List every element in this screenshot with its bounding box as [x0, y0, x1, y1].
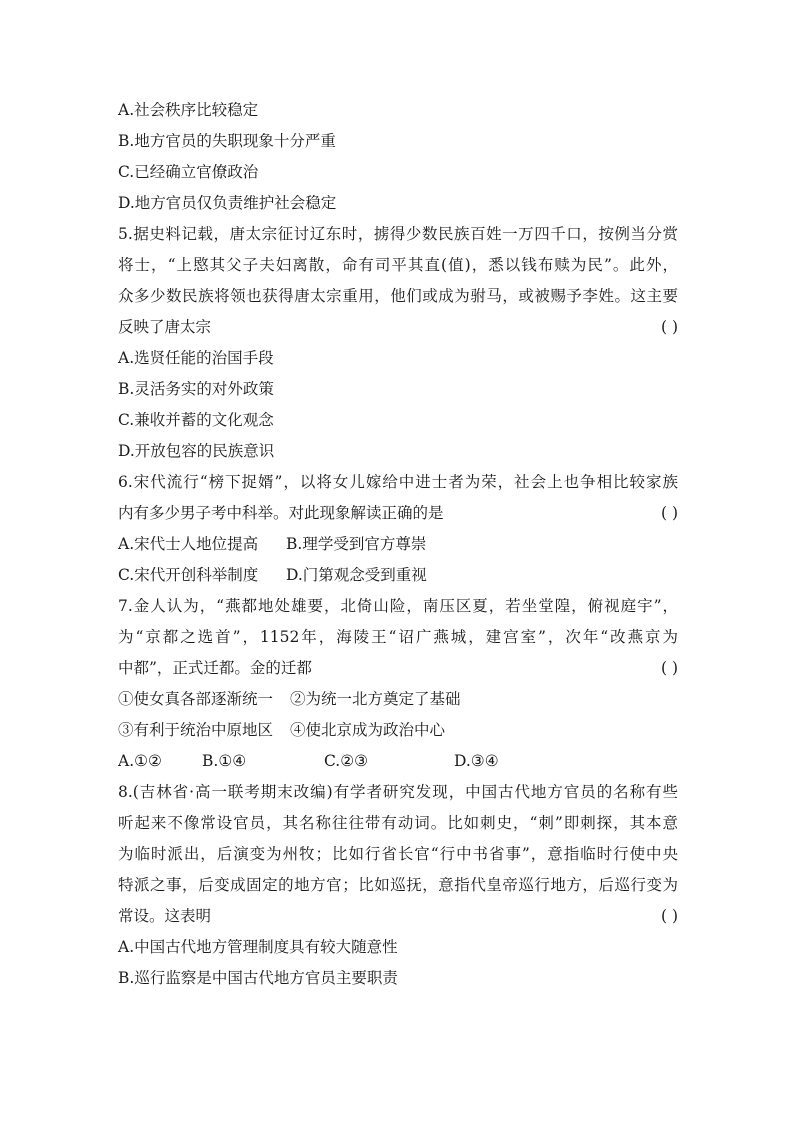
q7-items-row: [118, 715, 678, 746]
q8-stem-line: 特派之事，后变成固定的地方官；比如巡抚，意指代皇帝巡行地方，后巡行变为: [118, 876, 678, 894]
q8-stem-last-line: [118, 901, 678, 932]
q5-option-a: A.选贤任能的治国手段: [118, 349, 274, 367]
q4-option-b: B.地方官员的失职现象十分严重: [118, 132, 336, 150]
q6-option-c: C.宋代开创科举制度: [118, 566, 259, 584]
q7-option-c: C.②③: [324, 752, 369, 770]
q7-options-row: [118, 746, 678, 777]
q5-option-d: D.开放包容的民族意识: [118, 442, 275, 460]
q7-stem-line: 为“京都之选首”，1152年，海陵王“诏广燕城，建宫室”，次年“改燕京为: [118, 628, 678, 646]
q4-option-d: D.地方官员仅负责维护社会稳定: [118, 194, 337, 212]
q6-option-a: A.宋代士人地位提高: [118, 535, 259, 553]
q7-option-d: D.③④: [454, 752, 499, 770]
q8-stem-line: 听起来不像常设官员，其名称往往带有动词。比如刺史，“刺”即刺探，其本意: [118, 814, 678, 832]
q7-stem-line: 7.金人认为，“燕都地处雄要，北倚山险，南压区夏，若坐堂隍，俯视庭宇”，: [118, 597, 678, 615]
q6-option-b: B.理学受到官方尊崇: [286, 535, 427, 553]
q6-stem-line: 6.宋代流行“榜下捉婿”，以将女儿嫁给中进士者为荣，社会上也争相比较家族: [118, 473, 678, 491]
q6-options-row: [118, 560, 678, 591]
q5-answer-paren: ( ): [660, 318, 678, 336]
q8-stem-line: 8.(吉林省·高一联考期末改编)有学者研究发现，中国古代地方官员的名称有些: [118, 783, 678, 801]
q7-answer-paren: ( ): [660, 659, 678, 677]
q8-option-b: B.巡行监察是中国古代地方官员主要职责: [118, 969, 398, 987]
q7-stem-line: 中都”，正式迁都。金的迁都: [118, 659, 312, 677]
q5-option-b: B.灵活务实的对外政策: [118, 380, 274, 398]
q5-stem-line: 将士，“上愍其父子夫妇离散，命有司平其直(值)，悉以钱布赎为民”。此外，: [118, 256, 678, 274]
q7-item-1: ①使女真各部逐渐统一: [118, 690, 274, 708]
q7-items-row: [118, 684, 678, 715]
q6-options-row: [118, 529, 678, 560]
q5-stem-line: 反映了唐太宗: [118, 318, 212, 336]
q7-item-4: ④使北京成为政治中心: [290, 721, 446, 739]
q7-item-2: ②为统一北方奠定了基础: [290, 690, 461, 708]
q8-stem-line: 为临时派出，后演变为州牧；比如行省长官“行中书省事”，意指临时行使中央: [118, 845, 678, 863]
q6-stem-line: 内有多少男子考中科举。对此现象解读正确的是: [118, 504, 444, 522]
q5-stem-line: 众多少数民族将领也获得唐太宗重用，他们或成为驸马，或被赐予李姓。这主要: [118, 287, 678, 305]
q4-option-a: A.社会秩序比较稳定: [118, 101, 259, 119]
q4-option-c: C.已经确立官僚政治: [118, 163, 259, 181]
q8-answer-paren: ( ): [660, 907, 678, 925]
q8-stem-line: 常设。这表明: [118, 907, 212, 925]
q7-item-3: ③有利于统治中原地区: [118, 721, 274, 739]
q5-stem-last-line: [118, 312, 678, 343]
q6-answer-paren: ( ): [660, 504, 678, 522]
q8-option-a: A.中国古代地方管理制度具有较大随意性: [118, 938, 398, 956]
q7-stem-last-line: [118, 653, 678, 684]
q5-option-c: C.兼收并蓄的文化观念: [118, 411, 274, 429]
q6-stem-last-line: [118, 498, 678, 529]
q7-option-b: B.①④: [202, 752, 247, 770]
q5-stem-line: 5.据史料记载，唐太宗征讨辽东时，掳得少数民族百姓一万四千口，按例当分赏: [118, 225, 678, 243]
exam-page: [118, 95, 678, 994]
q6-option-d: D.门第观念受到重视: [286, 566, 427, 584]
q7-option-a: A.①②: [118, 752, 162, 770]
